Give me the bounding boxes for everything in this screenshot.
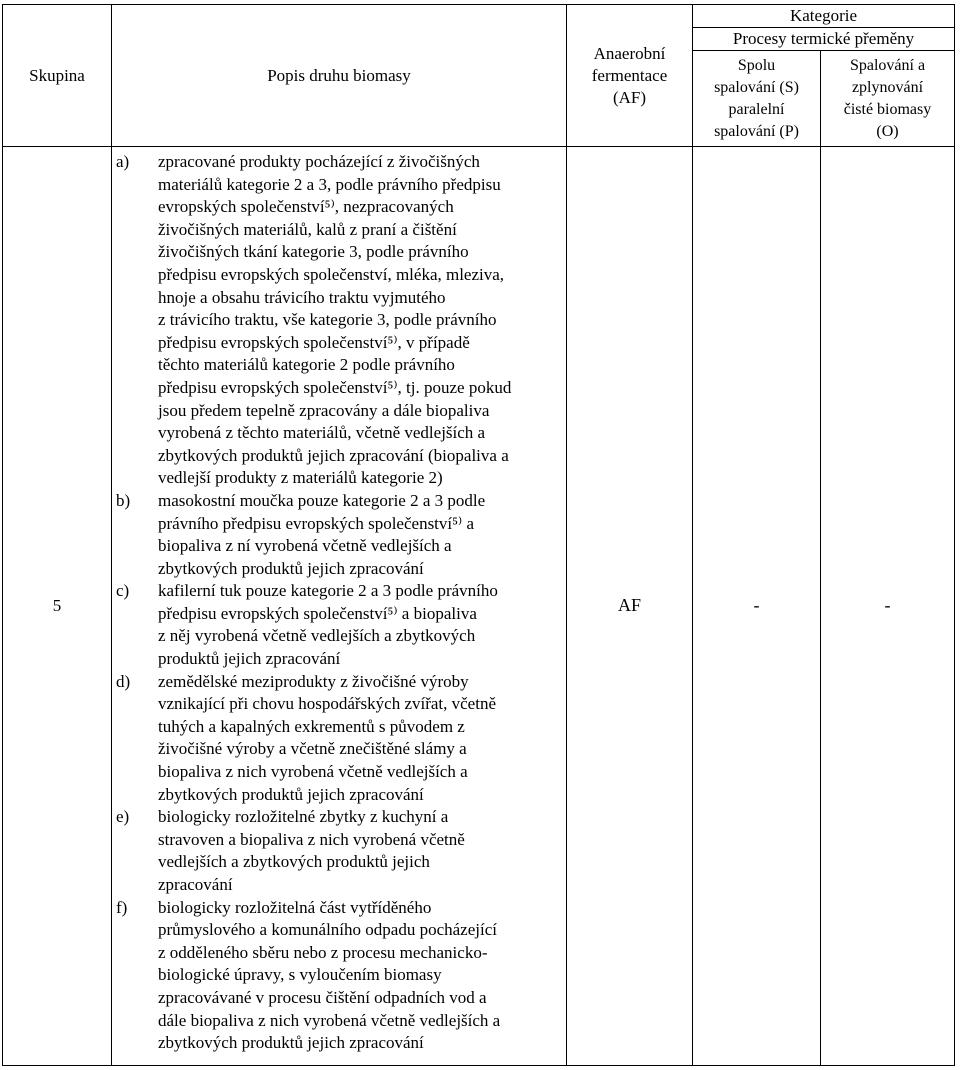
header-af <box>567 5 693 147</box>
item-line: tuhých a kapalných exkrementů s původem z <box>158 716 465 736</box>
s-value: - <box>693 147 821 1066</box>
list-item <box>112 580 560 670</box>
item-text <box>158 671 560 807</box>
biomass-table <box>2 4 955 1066</box>
item-line: z trávicího traktu, vše kategorie 3, podle právního <box>158 310 497 330</box>
item-line: masokostní moučka pouze kategorie 2 a 3 podle <box>158 490 486 510</box>
header-o-line: čisté biomasy <box>843 100 932 118</box>
item-line: předpisu evropských společenství⁵⁾, v případě <box>158 332 470 352</box>
item-line: zbytkových produktů jejich zpracování <box>158 1033 424 1053</box>
header-af-line: Anaerobní <box>593 43 666 63</box>
item-line: živočišných tkání kategorie 3, podle právního <box>158 242 469 262</box>
item-label: a) <box>116 152 130 171</box>
item-line: biologicky rozložitelné zbytky z kuchyní a <box>158 807 449 827</box>
header-row-1 <box>3 5 955 28</box>
list-item <box>112 671 560 807</box>
table-row <box>3 147 955 1066</box>
item-line: živočišné výroby a včetně znečištěné slámy a <box>158 739 467 759</box>
item-line: těchto materiálů kategorie 2 podle právního <box>158 355 455 375</box>
item-line: materiálů kategorie 2 a 3, podle právního předpisu <box>158 174 501 194</box>
item-line: evropských společenství⁵⁾, nezpracovaných <box>158 197 454 217</box>
header-procesy: Procesy termické přeměny <box>693 28 955 51</box>
item-line: průmyslového a komunálního odpadu pocházející <box>158 920 497 940</box>
item-text <box>158 897 560 1055</box>
header-popis: Popis druhu biomasy <box>112 5 567 147</box>
header-o-line: Spalování a <box>849 56 926 74</box>
item-line: zemědělské meziprodukty z živočišné výroby <box>158 671 469 691</box>
item-line: kafilerní tuk pouze kategorie 2 a 3 podle právního <box>158 581 498 601</box>
item-line: biologicky rozložitelná část vytříděného <box>158 897 432 917</box>
item-text <box>158 806 560 896</box>
item-list <box>112 151 560 1055</box>
item-text <box>158 490 560 580</box>
list-item <box>112 897 560 1055</box>
item-line: z odděleného sběru nebo z procesu mechanicko- <box>158 942 488 962</box>
item-line: vznikající při chovu hospodářských zvířat, včetně <box>158 694 496 714</box>
item-line: stravoven a biopaliva z nich vyrobená včetně <box>158 829 465 849</box>
header-af-line: (AF) <box>612 87 647 107</box>
item-line: právního předpisu evropských společenství⁵⁾ a <box>158 513 475 533</box>
item-line: zpracování <box>158 875 233 894</box>
item-line: zbytkových produktů jejich zpracování <box>158 784 424 804</box>
af-value: AF <box>567 147 693 1066</box>
o-value: - <box>821 147 955 1066</box>
skupina-value: 5 <box>3 147 112 1066</box>
header-o-line: (O) <box>876 122 899 140</box>
list-item <box>112 151 560 490</box>
item-text <box>158 151 560 490</box>
header-af-line: fermentace <box>591 65 668 85</box>
list-item <box>112 806 560 896</box>
item-line: biologické úpravy, s vyloučením biomasy <box>158 965 442 985</box>
header-o <box>821 51 955 147</box>
item-line: předpisu evropských společenství⁵⁾, tj. pouze pokud <box>158 377 512 397</box>
item-line: předpisu evropských společenství⁵⁾ a biopaliva <box>158 603 477 623</box>
item-line: zbytkových produktů jejich zpracování <box>158 558 424 578</box>
item-line: předpisu evropských společenství, mléka, mleziva, <box>158 264 505 284</box>
item-line: biopaliva z ní vyrobená včetně vedlejších a <box>158 536 452 556</box>
item-line: zbytkových produktů jejich zpracování (biopaliva a <box>158 445 509 465</box>
list-item <box>112 490 560 580</box>
header-s-line: spalování (S) <box>714 78 799 96</box>
item-label: d) <box>116 671 131 691</box>
item-line: vyrobená z těchto materiálů, včetně vedlejších a <box>158 423 486 443</box>
header-s-line: spalování (P) <box>714 122 799 140</box>
item-line: produktů jejich zpracování <box>158 649 341 669</box>
item-line: jsou předem tepelně zpracovány a dále biopaliva <box>158 400 490 420</box>
popis-cell <box>112 147 567 1066</box>
header-s <box>693 51 821 147</box>
header-kategorie: Kategorie <box>693 5 955 28</box>
item-line: hnoje a obsahu trávicího traktu vyjmutého <box>158 287 446 307</box>
header-s-line: paralelní <box>728 100 785 118</box>
item-line: vedlejších a zbytkových produktů jejich <box>158 852 430 872</box>
item-line: vedlejší produkty z materiálů kategorie 2) <box>158 468 443 488</box>
item-label: f) <box>116 897 128 917</box>
item-line: biopaliva z nich vyrobená včetně vedlejších a <box>158 762 468 782</box>
header-o-line: zplynování <box>851 78 924 96</box>
item-line: zpracované produkty pocházející z živočišných <box>158 152 480 171</box>
header-s-line: Spolu <box>737 56 776 74</box>
item-label: b) <box>116 490 131 510</box>
item-line: z něj vyrobená včetně vedlejších a zbytkových <box>158 626 476 646</box>
item-text <box>158 580 560 670</box>
item-label: c) <box>116 581 130 601</box>
item-line: živočišných materiálů, kalů z praní a čištění <box>158 219 457 239</box>
item-line: zpracovávané v procesu čištění odpadních vod a <box>158 987 487 1007</box>
item-label: e) <box>116 807 130 827</box>
item-line: dále biopaliva z nich vyrobená včetně vedlejších a <box>158 1010 501 1030</box>
header-skupina: Skupina <box>3 5 112 147</box>
